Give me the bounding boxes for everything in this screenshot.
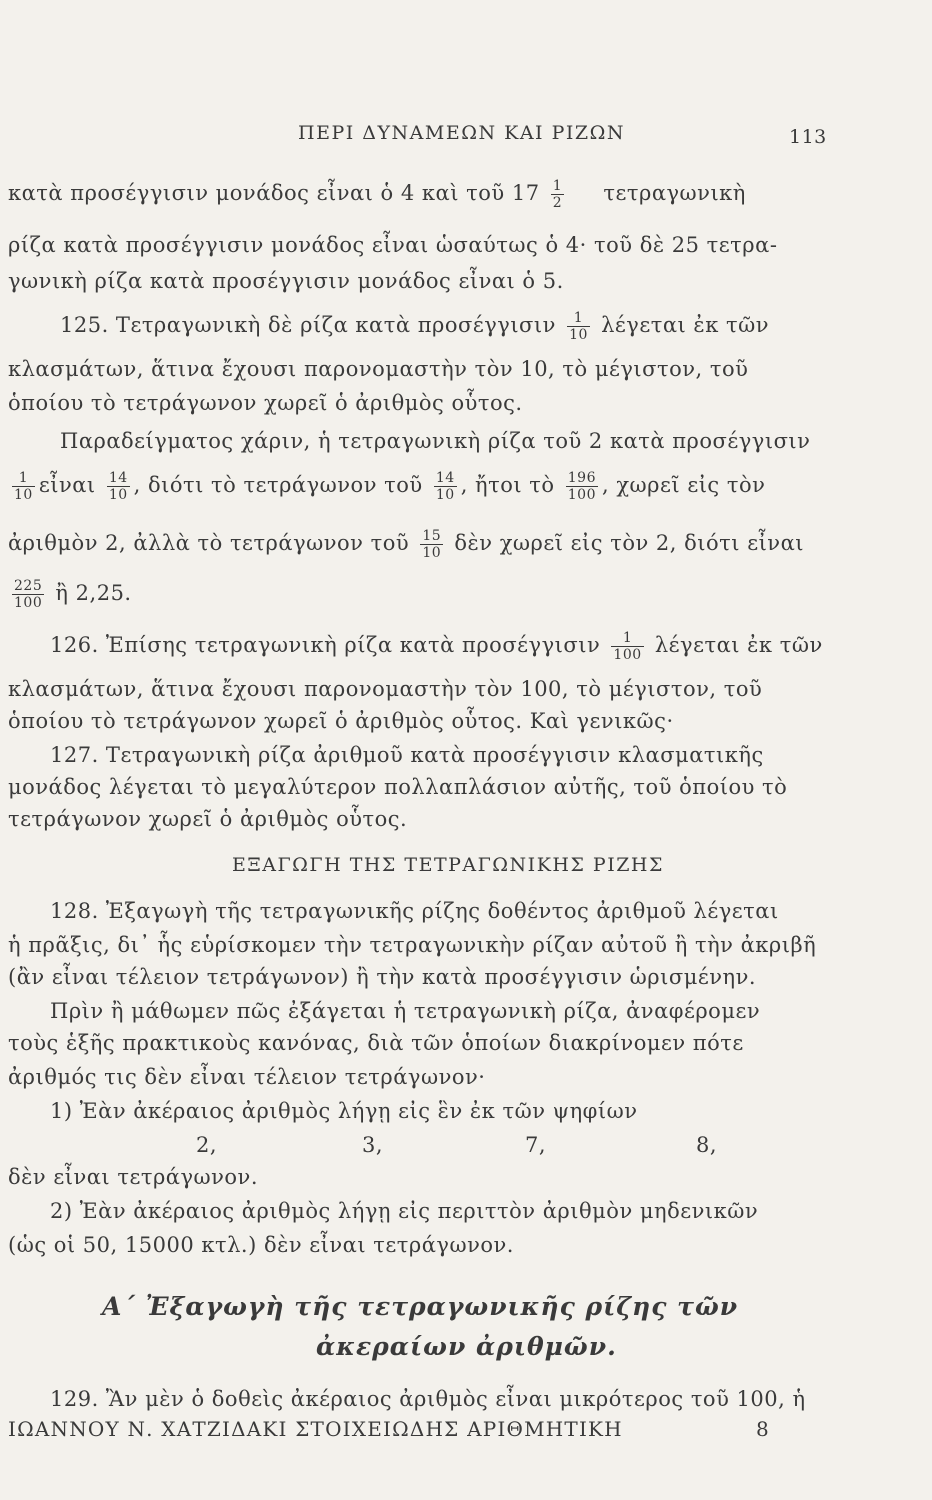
fraction (12, 578, 44, 611)
fraction (566, 470, 598, 503)
text-span: ἢ 2,25. (55, 581, 132, 605)
text-span: λέγεται ἐκ τῶν (601, 313, 769, 337)
fraction (434, 470, 457, 503)
text-line: κλασμάτων, ἅτινα ἔχουσι παρονομαστὴν τὸν 100, τὸ μέγιστον, τοῦ (8, 677, 763, 701)
text-line: μονάδος λέγεται τὸ μεγαλύτερον πολλαπλάσιον αὐτῆς, τοῦ ὁποίου τὸ (8, 775, 788, 799)
paragraph-126 (50, 630, 823, 663)
numerator: 225 (14, 578, 43, 594)
text-line: γωνικὴ ρίζα κατὰ προσέγγισιν μονάδος εἶναι ὁ 5. (8, 269, 564, 293)
denominator: 10 (422, 545, 442, 561)
chapter-title-line-2: ἀκεραίων ἀριθμῶν. (316, 1332, 617, 1361)
numerator: 1 (622, 630, 633, 646)
chapter-title-line-1: Α´ Ἐξαγωγὴ τῆς τετραγωνικῆς ρίζης τῶν (102, 1292, 739, 1321)
text-line (8, 470, 765, 503)
text-line: Πρὶν ἢ μάθωμεν πῶς ἐξάγεται ἡ τετραγωνικὴ ρίζα, ἀναφέρομεν (50, 999, 761, 1023)
fraction (420, 528, 443, 561)
page-number: 113 (789, 126, 827, 148)
denominator: 10 (108, 487, 128, 503)
paragraph-125 (60, 310, 769, 343)
text-line (8, 178, 746, 211)
denominator: 100 (567, 487, 596, 503)
text-line: ἀριθμός τις δὲν εἶναι τέλειον τετράγωνον· (8, 1065, 486, 1089)
text-line (8, 578, 132, 611)
text-span: τετραγωνικὴ (603, 181, 746, 205)
text-line: ὁποίου τὸ τετράγωνον χωρεῖ ὁ ἀριθμὸς οὗτος. (8, 391, 523, 415)
denominator: 10 (14, 487, 33, 503)
numerator: 14 (435, 470, 455, 486)
section-heading: ΕΞΑΓΩΓΗ ΤΗΣ ΤΕΤΡΑΓΩΝΙΚΗΣ ΡΙΖΗΣ (232, 854, 664, 876)
digit-item: 2, (196, 1133, 218, 1157)
text-span: , διότι τὸ τετράγωνον τοῦ (133, 473, 423, 497)
paragraph-128: 128. Ἐξαγωγὴ τῆς τετραγωνικῆς ρίζης δοθέντος ἀριθμοῦ λέγεται (50, 899, 779, 923)
text-span: κατὰ προσέγγισιν μονάδος εἶναι ὁ 4 καὶ τοῦ 17 (8, 181, 540, 205)
text-span: εἶναι (38, 473, 96, 497)
running-title: ΠΕΡΙ ΔΥΝΑΜΕΩΝ ΚΑΙ ΡΙΖΩΝ (298, 122, 625, 144)
text-span: 125. Τετραγωνικὴ δὲ ρίζα κατὰ προσέγγισιν (60, 313, 556, 337)
sheet-number: 8 (756, 1417, 770, 1441)
numerator: 14 (108, 470, 128, 486)
fraction (551, 178, 564, 211)
digit-item: 3, (362, 1133, 384, 1157)
fraction (611, 630, 643, 663)
numerator: 1 (552, 178, 563, 194)
numerator: 1 (573, 310, 584, 326)
printer-signature: ΙΩΑΝΝΟΥ Ν. ΧΑΤΖΙΔΑΚΙ ΣΤΟΙΧΕΙΩΔΗΣ ΑΡΙΘΜΗΤΙΚΗ (8, 1417, 623, 1441)
rule-1: 1) Ἐὰν ἀκέραιος ἀριθμὸς λήγῃ εἰς ἓν ἐκ τῶν ψηφίων (50, 1099, 638, 1123)
text-span: , ἤτοι τὸ (460, 473, 555, 497)
text-span: , χωρεῖ εἰς τὸν (601, 473, 766, 497)
text-line: ρίζα κατὰ προσέγγισιν μονάδος εἶναι ὡσαύτως ὁ 4· τοῦ δὲ 25 τετρα- (8, 233, 778, 257)
text-span: 126. Ἐπίσης τετραγωνικὴ ρίζα κατὰ προσέγγισιν (50, 633, 601, 657)
fraction (107, 470, 130, 503)
digit-item: 8, (696, 1133, 718, 1157)
paragraph-127: 127. Τετραγωνικὴ ρίζα ἀριθμοῦ κατὰ προσέγγισιν κλασματικῆς (50, 743, 764, 767)
text-line: δὲν εἶναι τετράγωνον. (8, 1165, 258, 1189)
denominator: 2 (552, 195, 563, 211)
text-line: Παραδείγματος χάριν, ἡ τετραγωνικὴ ρίζα τοῦ 2 κατὰ προσέγγισιν (60, 429, 811, 453)
denominator: 10 (435, 487, 455, 503)
digit-item: 7, (525, 1133, 547, 1157)
text-line: ὁποίου τὸ τετράγωνον χωρεῖ ὁ ἀριθμὸς οὗτος. Καὶ γενικῶς· (8, 709, 674, 733)
text-line: (ὡς οἱ 50, 15000 κτλ.) δὲν εἶναι τετράγωνον. (8, 1233, 514, 1257)
text-line (8, 528, 804, 561)
text-line: τετράγωνον χωρεῖ ὁ ἀριθμὸς οὗτος. (8, 807, 408, 831)
text-span: δὲν χωρεῖ εἰς τὸν 2, διότι εἶναι (454, 531, 804, 555)
denominator: 10 (569, 327, 588, 343)
text-span: λέγεται ἐκ τῶν (654, 633, 823, 657)
denominator: 100 (14, 595, 43, 611)
text-line: ἡ πρᾶξις, δι᾽ ἧς εὑρίσκομεν τὴν τετραγωνικὴν ρίζαν αὐτοῦ ἢ τὴν ἀκριβῆ (8, 933, 817, 957)
rule-2: 2) Ἐὰν ἀκέραιος ἀριθμὸς λήγῃ εἰς περιττὸν ἀριθμὸν μηδενικῶν (50, 1199, 759, 1223)
text-line: τοὺς ἑξῆς πρακτικοὺς κανόνας, διὰ τῶν ὁποίων διακρίνομεν πότε (8, 1031, 744, 1055)
paragraph-129: 129. Ἂν μὲν ὁ δοθεὶς ἀκέραιος ἀριθμὸς εἶναι μικρότερος τοῦ 100, ἡ (50, 1387, 806, 1411)
fraction (12, 470, 35, 503)
text-span: ἀριθμὸν 2, ἀλλὰ τὸ τετράγωνον τοῦ (8, 531, 410, 555)
numerator: 15 (422, 528, 442, 544)
fraction (567, 310, 590, 343)
denominator: 100 (613, 647, 642, 663)
numerator: 196 (567, 470, 596, 486)
text-line: (ἂν εἶναι τέλειον τετράγωνον) ἢ τὴν κατὰ προσέγγισιν ὡρισμένην. (8, 965, 757, 989)
text-line: κλασμάτων, ἅτινα ἔχουσι παρονομαστὴν τὸν 10, τὸ μέγιστον, τοῦ (8, 357, 749, 381)
numerator: 1 (18, 470, 29, 486)
